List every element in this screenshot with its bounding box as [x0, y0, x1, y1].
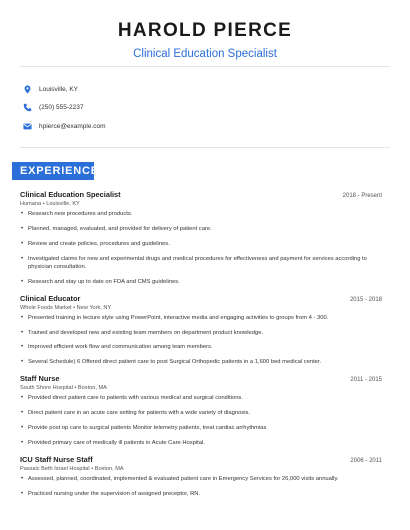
divider: [20, 66, 390, 67]
bullet-item: • Several Schedule) 6 Offered direct patient care to post Surgical Orthopedic patients in a 1,600 bed medical center.: [20, 359, 382, 367]
resume-header: [0, 0, 410, 61]
bullet-item: • Improved efficient work flow and communication among team members.: [20, 344, 382, 352]
bullet-item: • Direct patient care in an acute care setting for patients with a wide variety of diagnosis.: [20, 410, 382, 418]
phone-icon: [22, 103, 32, 113]
experience-list: [20, 190, 382, 506]
job-organization: Passaic Beth Israel Hospital • Boston, MA: [20, 466, 124, 473]
location-pin-icon: [22, 84, 32, 94]
bullet-item: • Assessed, planned, coordinated, implemented & evaluated patient care in Emergency Services for 26,000 visits annually.: [20, 476, 382, 484]
bullet-item: • Trained and developed new and existing team members on department product knowledge.: [20, 330, 382, 338]
job-title: ICU Staff Nurse Staff: [20, 455, 93, 465]
bullet-item: • Research and stay up to date on FDA and CMS guidelines.: [20, 279, 382, 287]
job-dates: 2006 - 2011: [350, 458, 382, 465]
job-title: Clinical Educator: [20, 293, 81, 303]
contact-list: [22, 80, 106, 136]
job-organization: Humana • Louisville, KY: [20, 201, 80, 207]
contact-email-text[interactable]: hpierce@example.com: [39, 122, 106, 130]
job-dates: 2018 - Present: [342, 193, 382, 199]
contact-phone: [22, 99, 106, 117]
job-organization: Whole Foods Market • New York, NY: [20, 304, 112, 311]
job-entry: [20, 455, 382, 499]
bullet-item: • Provided direct patient care to patients with various medical and surgical conditions.: [20, 395, 382, 403]
job-entry: [20, 374, 382, 448]
job-bullets: [20, 211, 382, 286]
job-organization: South Shore Hospital • Boston, MA: [20, 385, 107, 392]
contact-location: [22, 80, 106, 98]
bullet-item: • Review and create policies, procedures and guidelines.: [20, 241, 382, 249]
contact-email[interactable]: [22, 117, 106, 135]
divider: [20, 147, 390, 148]
candidate-name: HAROLD PIERCE: [117, 20, 293, 41]
job-entry: [20, 294, 382, 368]
job-title: Clinical Education Specialist: [20, 190, 121, 199]
bullet-item: • Practiced nursing under the supervision of assigned preceptor, RN.: [20, 491, 382, 499]
bullet-item: • Investigated claims for new and experimental drugs and medical procedures for effectiveness and payment for services according to physician consultation.: [20, 256, 382, 271]
job-title: Staff Nurse: [20, 374, 60, 384]
bullet-item: • Research new procedures and products.: [20, 211, 382, 219]
contact-location-text: Louisville, KY: [39, 85, 79, 93]
job-bullets: [20, 395, 382, 448]
contact-phone-text: (250) 555-2237: [39, 104, 84, 111]
experience-heading: EXPERIENCE: [12, 162, 94, 180]
bullet-item: • Provided primary care of medically ill patients in Acute Care Hospital.: [20, 440, 382, 448]
job-entry: [20, 190, 382, 286]
email-icon: [22, 121, 32, 131]
job-bullets: [20, 476, 382, 499]
bullet-item: • Presented training in lecture style using PowerPoint, interactive media and engaging activities to groups from 4 - 300.: [20, 315, 382, 323]
job-bullets: [20, 315, 382, 368]
job-dates: 2011 - 2015: [350, 377, 382, 384]
candidate-title: Clinical Education Specialist: [133, 48, 277, 60]
bullet-item: • Planned, managed, evaluated, and provided for delivery of patient care.: [20, 226, 382, 234]
job-dates: 2015 - 2018: [349, 296, 382, 303]
bullet-item: • Provide post op care to surgical patients Monitor telemetry patients, treat cardiac arrhythmias: [20, 425, 382, 433]
